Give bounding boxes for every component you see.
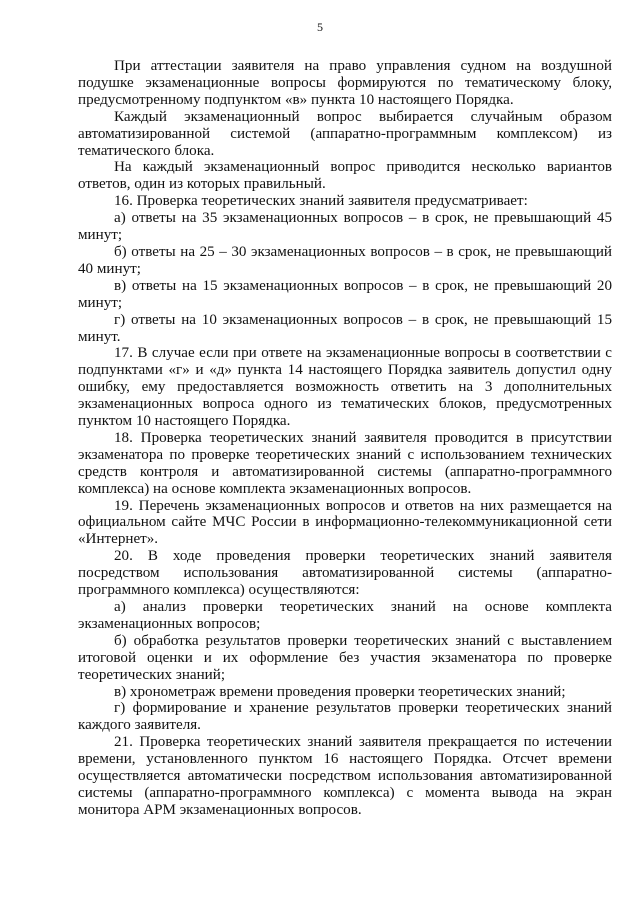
- paragraph-item-18: 18. Проверка теоретических знаний заявителя проводится в присутствии экзаменатора по проверке теоретических знаний с использованием технических средств контроля и автоматизированной системы (аппаратно-программного комплекса) на основе комплекта экзаменационных вопросов.: [78, 429, 612, 497]
- paragraph-answer-options: На каждый экзаменационный вопрос приводится несколько вариантов ответов, один из которых правильный.: [78, 159, 612, 193]
- paragraph-item-17: 17. В случае если при ответе на экзаменационные вопросы в соответствии с подпунктами «г» и «д» пункта 14 настоящего Порядка заявитель допустил одну ошибку, ему предоставляется возможность ответить на 3 дополнительных экзаменационных вопроса одного из тематических блоков, предусмотренных пунктом 10 настоящего Порядка.: [78, 345, 612, 430]
- paragraph-item-20b: б) обработка результатов проверки теоретических знаний с выставлением итоговой оценки и их оформление без участия экзаменатора по проверке теоретических знаний;: [78, 632, 612, 683]
- paragraph-hovercraft-attestation: При аттестации заявителя на право управления судном на воздушной подушке экзаменационные вопросы формируются по тематическому блоку, предусмотренному подпунктом «в» пункта 10 настоящего Порядка.: [78, 58, 612, 108]
- paragraph-item-16v: в) ответы на 15 экзаменационных вопросов – в срок, не превышающий 20 минут;: [78, 277, 612, 311]
- page-number: 5: [317, 20, 323, 34]
- paragraph-item-19: 19. Перечень экзаменационных вопросов и ответов на них размещается на официальном сайте МЧС России в информационно-телекоммуникационной сети «Интернет».: [78, 497, 612, 548]
- paragraph-item-20v: в) хронометраж времени проведения проверки теоретических знаний;: [114, 683, 566, 700]
- paragraph-item-16b: б) ответы на 25 – 30 экзаменационных вопросов – в срок, не превышающий 40 минут;: [78, 243, 612, 277]
- paragraph-item-20: 20. В ходе проведения проверки теоретических знаний заявителя посредством использования автоматизированной системы (аппаратно-программного комплекса) осуществляются:: [78, 548, 612, 599]
- paragraph-item-16g: г) ответы на 10 экзаменационных вопросов – в срок, не превышающий 15 минут.: [78, 311, 612, 345]
- paragraph-item-20g: г) формирование и хранение результатов проверки теоретических знаний каждого заявителя.: [78, 700, 612, 734]
- paragraph-item-21: 21. Проверка теоретических знаний заявителя прекращается по истечении времени, установленного пунктом 16 настоящего Порядка. Отсчет времени осуществляется автоматически посредством использования автоматизированной системы (аппаратно-программного комплекса) с момента вывода на экран монитора АРМ экзаменационных вопросов.: [78, 734, 612, 818]
- paragraph-item-16a: а) ответы на 35 экзаменационных вопросов – в срок, не превышающий 45 минут;: [78, 210, 612, 244]
- paragraph-random-question: Каждый экзаменационный вопрос выбирается случайным образом автоматизированной системой (аппаратно-программным комплексом) из тематического блока.: [78, 108, 612, 159]
- paragraph-item-16: 16. Проверка теоретических знаний заявителя предусматривает:: [114, 193, 528, 210]
- paragraph-item-20a: а) анализ проверки теоретических знаний на основе комплекта экзаменационных вопросов;: [78, 599, 612, 632]
- document-body: [78, 58, 612, 819]
